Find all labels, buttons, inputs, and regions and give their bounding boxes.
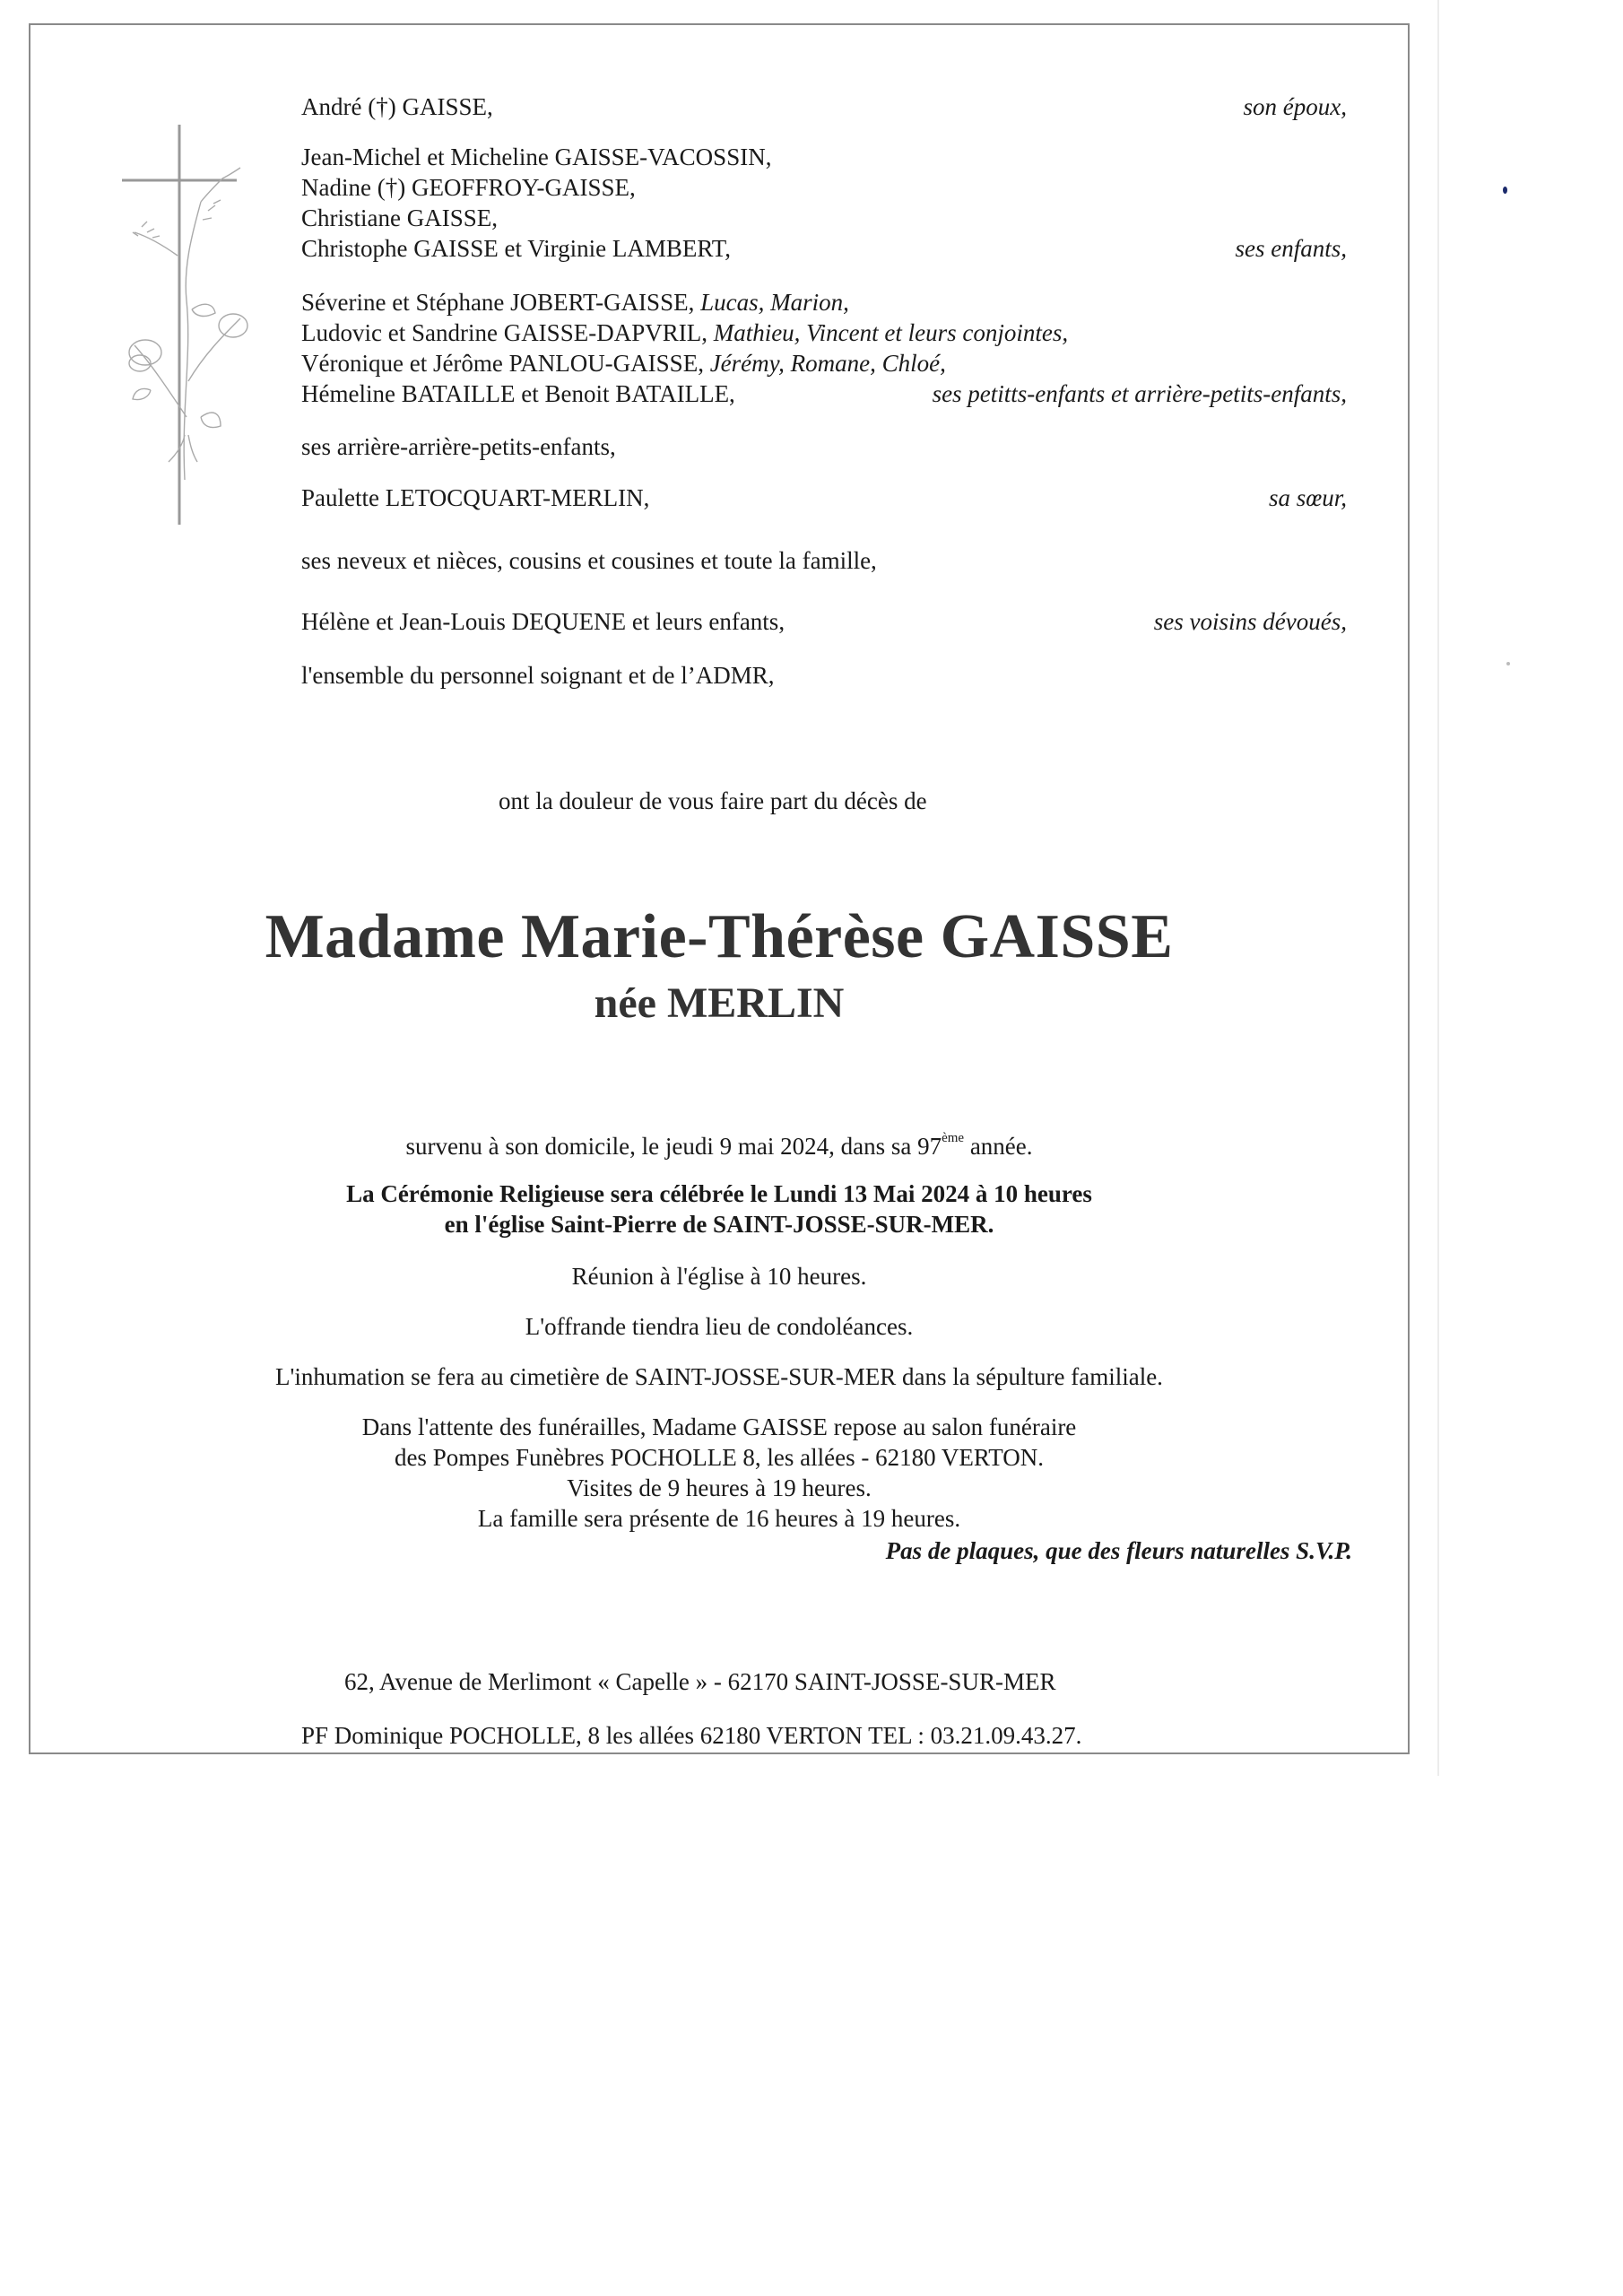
family-line-12: Hélène et Jean-Louis DEQUENE et leurs enfants, <box>301 608 785 635</box>
footer-funeral-home: PF Dominique POCHOLLE, 8 les allées 62180 VERTON TEL : 03.21.09.43.27. <box>301 1722 1082 1749</box>
ceremony-line-1: en l'église Saint-Pierre de SAINT-JOSSE-SUR-MER. <box>444 1211 994 1238</box>
family-role-12: ses voisins dévoués, <box>1153 608 1347 635</box>
scan-speck <box>1503 187 1507 194</box>
death-info-superscript: ème <box>942 1131 965 1145</box>
family-line-11: ses neveux et nièces, cousins et cousines et toute la famille, <box>301 547 877 574</box>
ceremony-line-0: La Cérémonie Religieuse sera célébrée le Lundi 13 Mai 2024 à 10 heures <box>346 1180 1092 1207</box>
family-role-8: ses petitts-enfants et arrière-petits-enfants, <box>932 380 1347 407</box>
family-line-4: Christophe GAISSE et Virginie LAMBERT, <box>301 235 731 262</box>
family-line-1: Jean-Michel et Micheline GAISSE-VACOSSIN, <box>301 144 772 170</box>
death-info-text: survenu à son domicile, le jeudi 9 mai 2024, dans sa 97 <box>405 1133 942 1160</box>
family-line-6-children: Mathieu, Vincent et leurs conjointes, <box>713 319 1069 346</box>
footer-address: 62, Avenue de Merlimont « Capelle » - 62170 SAINT-JOSSE-SUR-MER <box>344 1668 1056 1695</box>
family-role-10: sa sœur, <box>1268 484 1347 511</box>
death-info-text-end: année. <box>964 1133 1033 1160</box>
deceased-birth-name: née MERLIN <box>594 979 845 1027</box>
family-role-4: ses enfants, <box>1235 235 1347 262</box>
family-line-6 <box>301 321 1068 345</box>
viewing-line-1: des Pompes Funèbres POCHOLLE 8, les allées - 62180 VERTON. <box>394 1444 1045 1471</box>
detail-line-1: L'offrande tiendra lieu de condoléances. <box>525 1313 914 1340</box>
family-line-7 <box>301 352 946 376</box>
family-line-3: Christiane GAISSE, <box>301 204 498 231</box>
viewing-line-3: La famille sera présente de 16 heures à 19 heures. <box>477 1505 961 1532</box>
viewing-line-0: Dans l'attente des funérailles, Madame GAISSE repose au salon funéraire <box>361 1413 1077 1440</box>
family-line-7-names: Véronique et Jérôme PANLOU-GAISSE, <box>301 350 704 377</box>
family-line-5-names: Séverine et Stéphane JOBERT-GAISSE, <box>301 289 695 316</box>
family-line-6-names: Ludovic et Sandrine GAISSE-DAPVRIL, <box>301 319 707 346</box>
death-info <box>0 1132 1438 1159</box>
announcement: ont la douleur de vous faire part du décès de <box>499 787 927 814</box>
detail-line-0: Réunion à l'église à 10 heures. <box>571 1263 867 1290</box>
flowers-note: Pas de plaques, que des fleurs naturelles S.V.P. <box>885 1537 1352 1564</box>
viewing-line-2: Visites de 9 heures à 19 heures. <box>567 1474 872 1501</box>
family-line-10: Paulette LETOCQUART-MERLIN, <box>301 484 650 511</box>
family-role-0: son époux, <box>1243 93 1347 120</box>
detail-line-2: L'inhumation se fera au cimetière de SAINT-JOSSE-SUR-MER dans la sépulture familiale. <box>275 1363 1163 1390</box>
family-line-5 <box>301 291 849 315</box>
family-line-5-children: Lucas, Marion, <box>700 289 849 316</box>
family-line-2: Nadine (†) GEOFFROY-GAISSE, <box>301 174 636 201</box>
family-line-7-children: Jérémy, Romane, Chloé, <box>709 350 946 377</box>
cross-flower-icon <box>115 121 267 534</box>
family-line-0: André (†) GAISSE, <box>301 93 493 120</box>
family-line-9: ses arrière-arrière-petits-enfants, <box>301 433 616 460</box>
deceased-name: Madame Marie-Thérèse GAISSE <box>265 902 1174 971</box>
family-line-13: l'ensemble du personnel soignant et de l’ADMR, <box>301 662 775 689</box>
family-line-8: Hémeline BATAILLE et Benoit BATAILLE, <box>301 380 735 407</box>
scan-speck <box>1506 662 1510 665</box>
